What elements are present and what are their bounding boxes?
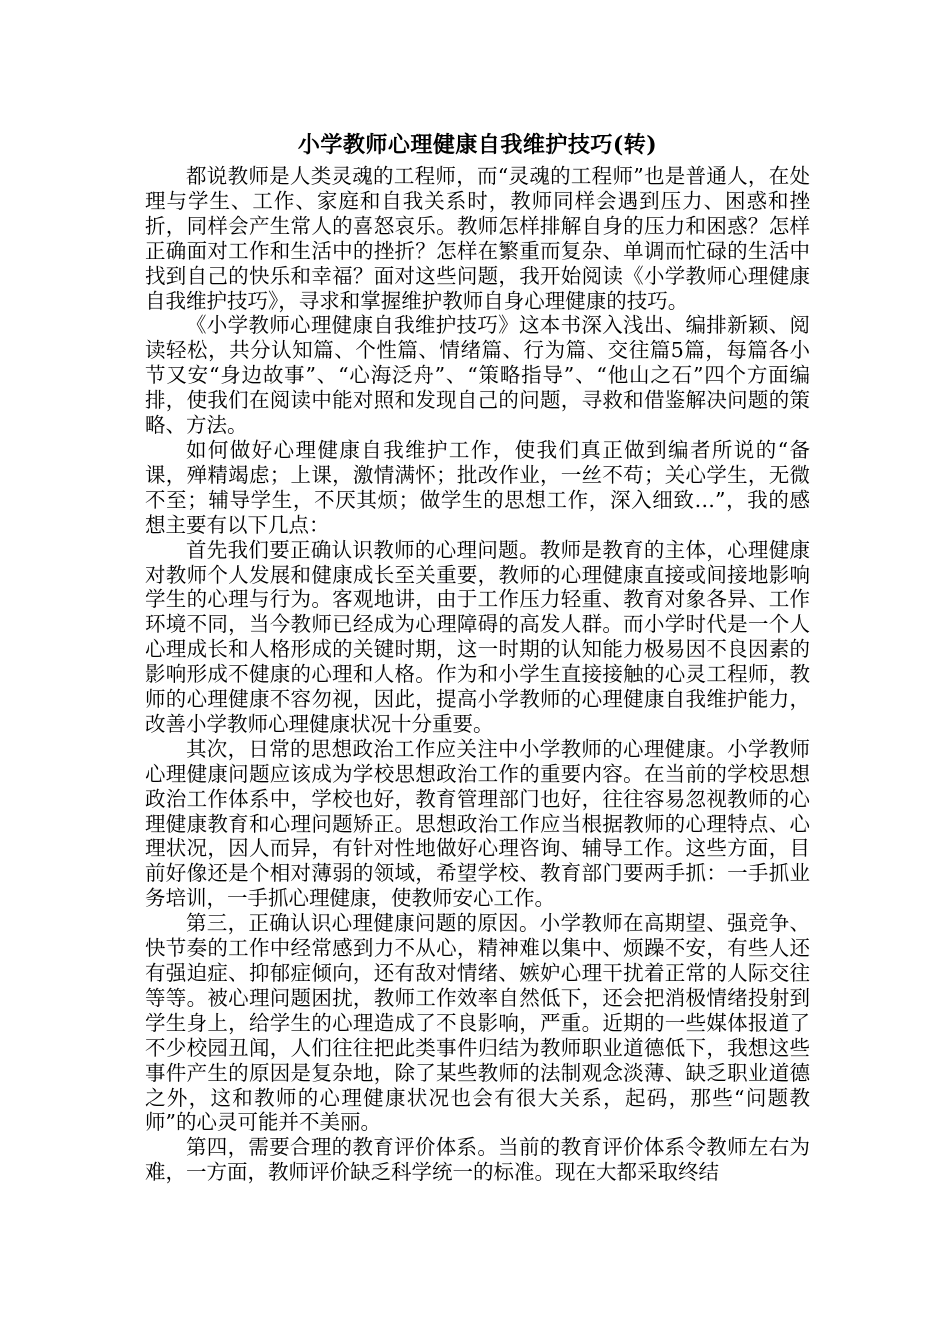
document-page: [145, 128, 810, 1185]
paragraph-2: 《小学教师心理健康自我维护技巧》这本书深入浅出、编排新颖、阅读轻松，共分认知篇、个性篇、情绪篇、行为篇、交往篇5篇，每篇各小节又安“身边故事”、“心海泛舟”、“策略指导”、“他山之石”四个方面编排，使我们在阅读中能对照和发现自己的问题，寻救和借鉴解决问题的策略、方法。: [145, 313, 810, 438]
document-title: 小学教师心理健康自我维护技巧(转): [297, 132, 658, 158]
paragraph-1: 都说教师是人类灵魂的工程师，而“灵魂的工程师”也是普通人，在处理与学生、工作、家庭和自我关系时，教师同样会遇到压力、困惑和挫折，同样会产生常人的喜怒哀乐。教师怎样排解自身的压力和困惑？怎样正确面对工作和生活中的挫折？怎样在繁重而复杂、单调而忙碌的生活中找到自己的快乐和幸福？面对这些问题，我开始阅读《小学教师心理健康自我维护技巧》，寻求和掌握维护教师自身心理健康的技巧。: [145, 164, 810, 313]
paragraph-3: 如何做好心理健康自我维护工作，使我们真正做到编者所说的“备课，殚精竭虑；上课，激情满怀；批改作业，一丝不苟；关心学生，无微不至；辅导学生，不厌其烦；做学生的思想工作，深入细致…”，我的感想主要有以下几点：: [145, 437, 810, 537]
paragraph-4: 首先我们要正确认识教师的心理问题。教师是教育的主体，心理健康对教师个人发展和健康成长至关重要，教师的心理健康直接或间接地影响学生的心理与行为。客观地讲，由于工作压力轻重、教育对象各异、工作环境不同，当今教师已经成为心理障碍的高发人群。而小学时代是一个人心理成长和人格形成的关键时期，这一时期的认知能力极易因不良因素的影响形成不健康的心理和人格。作为和小学生直接接触的心灵工程师，教师的心理健康不容勿视，因此，提高小学教师的心理健康自我维护能力，改善小学教师心理健康状况十分重要。: [145, 537, 810, 736]
paragraph-6: 第三，正确认识心理健康问题的原因。小学教师在高期望、强竞争、快节奏的工作中经常感到力不从心，精神难以集中、烦躁不安，有些人还有强迫症、抑郁症倾向，还有敌对情绪、嫉妒心理干扰着正常的人际交往等等。被心理问题困扰，教师工作效率自然低下，还会把消极情绪投射到学生身上，给学生的心理造成了不良影响，严重。近期的一些媒体报道了不少校园丑闻，人们往往把此类事件归结为教师职业道德低下，我想这些事件产生的原因是复杂地，除了某些教师的法制观念淡薄、缺乏职业道德之外，这和教师的心理健康状况也会有很大关系，起码，那些“问题教师”的心灵可能并不美丽。: [145, 911, 810, 1135]
paragraph-7: 第四，需要合理的教育评价体系。当前的教育评价体系令教师左右为难，一方面，教师评价缺乏科学统一的标准。现在大都采取终结: [145, 1135, 810, 1185]
paragraph-5: 其次，日常的思想政治工作应关注中小学教师的心理健康。小学教师心理健康问题应该成为学校思想政治工作的重要内容。在当前的学校思想政治工作体系中，学校也好，教育管理部门也好，往往容易忽视教师的心理健康教育和心理问题矫正。思想政治工作应当根据教师的心理特点、心理状况，因人而异，有针对性地做好心理咨询、辅导工作。这些方面，目前好像还是个相对薄弱的领域，希望学校、教育部门要两手抓：一手抓业务培训，一手抓心理健康，使教师安心工作。: [145, 736, 810, 911]
